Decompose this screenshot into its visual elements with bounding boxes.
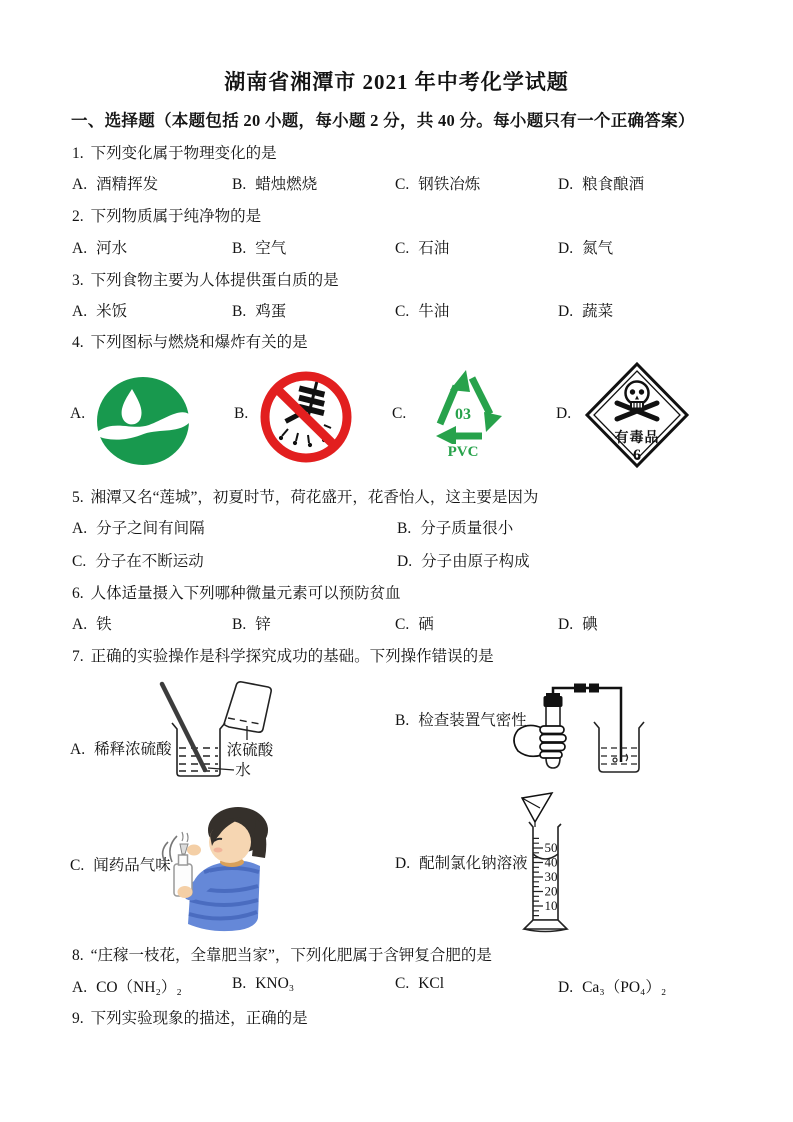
recycle-code-text: 03: [455, 406, 471, 423]
question-7: 7. 正确的实验操作是科学探究成功的基础。下列操作错误的是: [72, 648, 494, 665]
q3-option-c: C. 牛油: [395, 303, 450, 320]
hand-glyph: [514, 725, 566, 758]
q1-option-c: C. 钢铁冶炼: [395, 176, 481, 193]
q1-option-d: D. 粮食酿酒: [558, 176, 645, 193]
q8-option-a: A. CO（NH₂）₂: [72, 979, 182, 996]
recycle-pvc-icon: [424, 364, 502, 444]
section-heading: 一、选择题（本题包括 20 小题，每小题 2 分，共 40 分。每小题只有一个正确答案）: [71, 111, 695, 130]
recycle-material-text: PVC: [447, 444, 479, 460]
stirring-rod: [162, 684, 205, 770]
sodium-chloride-solution-figure: [477, 788, 593, 936]
q6-option-c: C. 硒: [395, 616, 434, 633]
question-2: 2. 下列物质属于纯净物的是: [72, 208, 262, 225]
question-9: 9. 下列实验现象的描述，正确的是: [72, 1010, 308, 1027]
q2-option-d: D. 氮气: [558, 240, 614, 257]
q4-option-d-label: D.: [556, 405, 572, 422]
page-title: 湖南省湘潭市 2021 年中考化学试题: [224, 70, 569, 94]
weighing-paper: [522, 793, 552, 822]
rubber-stopper: [544, 696, 563, 707]
q4-option-b-label: B.: [234, 405, 249, 422]
q1-option-a: A. 酒精挥发: [72, 176, 159, 193]
waft-motion-lines: [163, 836, 177, 862]
svg-text:50: 50: [544, 840, 558, 855]
holding-hand: [178, 886, 193, 898]
blush: [214, 848, 223, 853]
no-fireworks-icon: [258, 369, 354, 465]
q8-option-c: C. KCl: [395, 975, 445, 992]
svg-text:10: 10: [544, 898, 558, 913]
cylinder-base: [524, 920, 567, 929]
q7-option-c: C. 闻药品气味: [70, 857, 171, 874]
wafting-hand: [187, 845, 201, 856]
q2-option-a: A. 河水: [72, 240, 128, 257]
question-5: 5. 湘潭又名“莲城”，初夏时节，荷花盛开，花香怡人，这主要是因为: [72, 489, 539, 506]
toxic-label-text: 有毒品: [614, 431, 660, 446]
water-label: 水: [235, 762, 251, 779]
q5-option-d: D. 分子由原子构成: [397, 553, 530, 570]
question-8: 8. “庄稼一枝花，全靠肥当家”，下列化肥属于含钾复合肥的是: [72, 947, 492, 964]
airtightness-check-figure: [496, 666, 656, 778]
q4-option-a-label: A.: [70, 405, 86, 422]
bubble: [613, 758, 617, 762]
q7-option-d: D. 配制氯化钠溶液: [395, 855, 528, 872]
q6-option-d: D. 碘: [558, 616, 598, 633]
cylinder-scale-numbers: [545, 840, 558, 913]
question-3: 3. 下列食物主要为人体提供蛋白质的是: [72, 272, 339, 289]
question-4: 4. 下列图标与燃烧和爆炸有关的是: [72, 334, 308, 351]
q5-option-c: C. 分子在不断运动: [72, 553, 204, 570]
toxic-hazard-icon: [584, 361, 690, 469]
svg-text:30: 30: [544, 869, 558, 884]
q2-option-b: B. 空气: [232, 240, 287, 257]
q8-option-b: B. KNO₃: [232, 975, 295, 992]
q5-option-a: A. 分子之间有间隔: [72, 520, 205, 537]
water-saving-icon: [95, 376, 191, 466]
q6-option-b: B. 锌: [232, 616, 271, 633]
q7-option-a: A. 稀释浓硫酸: [70, 741, 172, 758]
bottle-stopper: [180, 844, 188, 854]
acid-label: 浓硫酸: [226, 742, 274, 759]
question-6: 6. 人体适量摄入下列哪种微量元素可以预防贫血: [72, 585, 401, 602]
q3-option-a: A. 米饭: [72, 303, 128, 320]
q4-option-c-label: C.: [392, 405, 407, 422]
question-1: 1. 下列变化属于物理变化的是: [72, 145, 277, 162]
q6-option-a: A. 铁: [72, 616, 112, 633]
q1-option-b: B. 蜡烛燃烧: [232, 176, 318, 193]
q7-option-b: B. 检查装置气密性: [395, 712, 527, 729]
hazard-class-number: 6: [633, 447, 641, 464]
q5-option-b: B. 分子质量很小: [397, 520, 514, 537]
smell-chemical-figure: [152, 800, 302, 938]
svg-text:40: 40: [544, 854, 558, 870]
dilute-acid-figure: [146, 674, 298, 802]
q3-option-b: B. 鸡蛋: [232, 303, 287, 320]
q8-option-d: D. Ca₃（PO₄）₂: [558, 979, 667, 996]
q3-option-d: D. 蔬菜: [558, 303, 614, 320]
q2-option-c: C. 石油: [395, 240, 450, 257]
svg-text:20: 20: [544, 883, 558, 899]
